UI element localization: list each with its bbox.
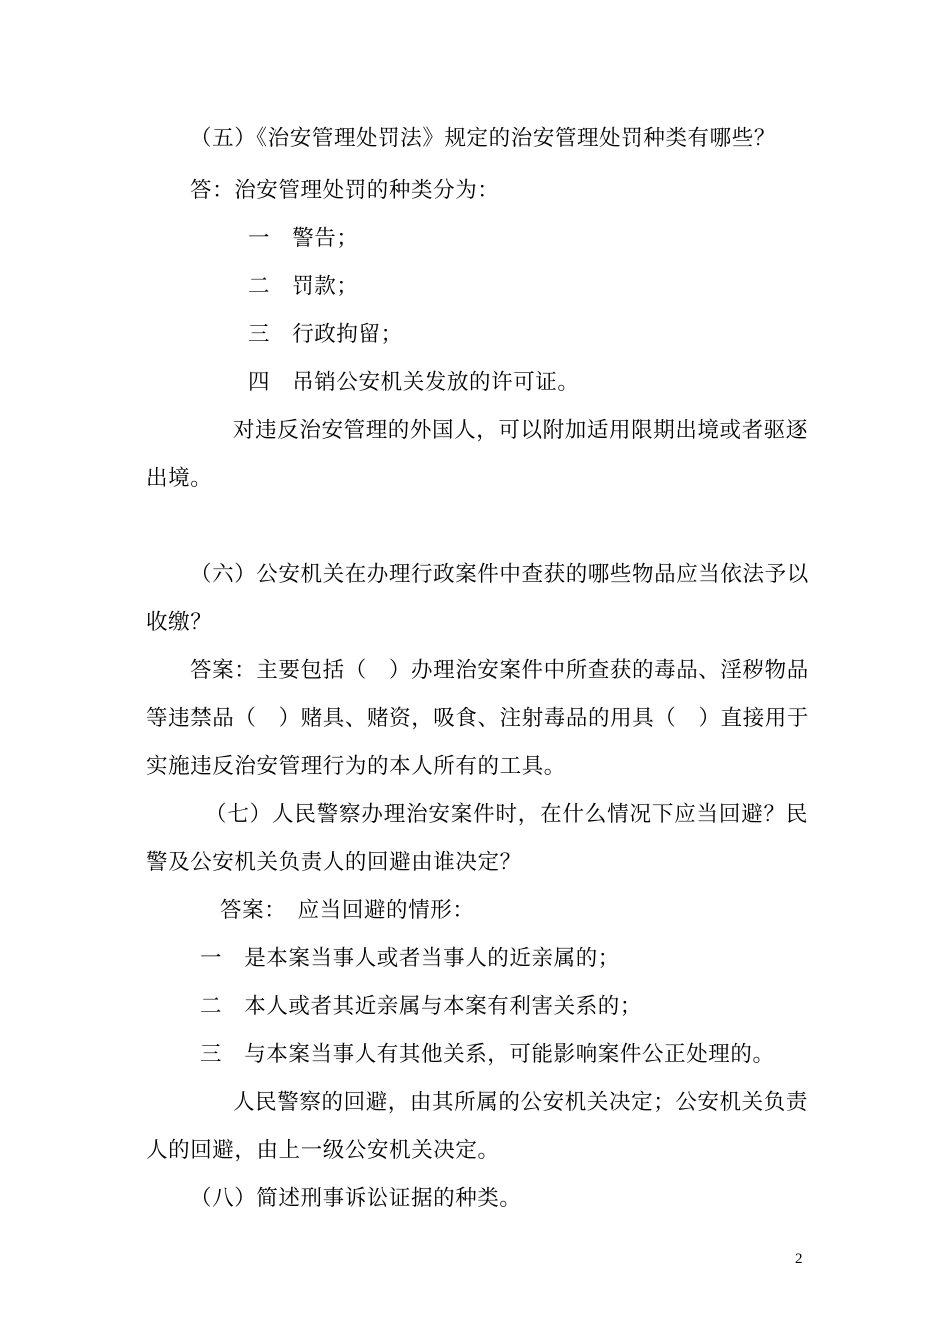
question-5-title: （五）《治安管理处罚法》规定的治安管理处罚种类有哪些？ <box>190 126 776 151</box>
question-5-item-4: 四 吊销公安机关发放的许可证。 <box>248 370 580 395</box>
question-6-title-line-2: 收缴？ <box>146 610 213 635</box>
question-6-answer-line-1: 答案：主要包括（ ）办理治安案件中所查获的毒品、淫秽物品 <box>190 658 809 683</box>
question-5-item-3: 三 行政拘留； <box>248 322 403 347</box>
question-7-item-3: 三 与本案当事人有其他关系，可能影响案件公正处理的。 <box>200 1042 775 1067</box>
question-6-answer-line-2: 等违禁品（ ）赌具、赌资，吸食、注射毒品的用具（ ）直接用于 <box>146 706 810 731</box>
question-7-title-line-2: 警及公安机关负责人的回避由谁决定？ <box>146 850 522 875</box>
question-7-item-1: 一 是本案当事人或者当事人的近亲属的； <box>200 946 620 971</box>
question-6-answer-line-3: 实施违反治安管理行为的本人所有的工具。 <box>146 754 566 779</box>
page-number: 2 <box>795 1251 803 1267</box>
question-5-answer-intro: 答：治安管理处罚的种类分为： <box>190 178 500 203</box>
question-5-note-line-2: 出境。 <box>146 466 213 491</box>
question-7-item-2: 二 本人或者其近亲属与本案有利害关系的； <box>200 994 643 1019</box>
question-8-title: （八）简述刑事诉讼证据的种类。 <box>190 1186 522 1211</box>
question-6-title-line-1: （六）公安机关在办理行政案件中查获的哪些物品应当依法予以 <box>190 562 809 587</box>
question-5-item-2: 二 罚款； <box>248 274 359 299</box>
question-7-title-line-1: （七）人民警察办理治安案件时，在什么情况下应当回避？民 <box>205 802 808 827</box>
question-5-item-1: 一 警告； <box>248 226 359 251</box>
question-5-note-line-1: 对违反治安管理的外国人，可以附加适用限期出境或者驱逐 <box>233 418 808 443</box>
question-7-answer-intro: 答案： 应当回避的情形： <box>220 898 475 923</box>
question-7-note-line-2: 人的回避，由上一级公安机关决定。 <box>146 1138 500 1163</box>
question-7-note-line-1: 人民警察的回避，由其所属的公安机关决定；公安机关负责 <box>233 1090 808 1115</box>
